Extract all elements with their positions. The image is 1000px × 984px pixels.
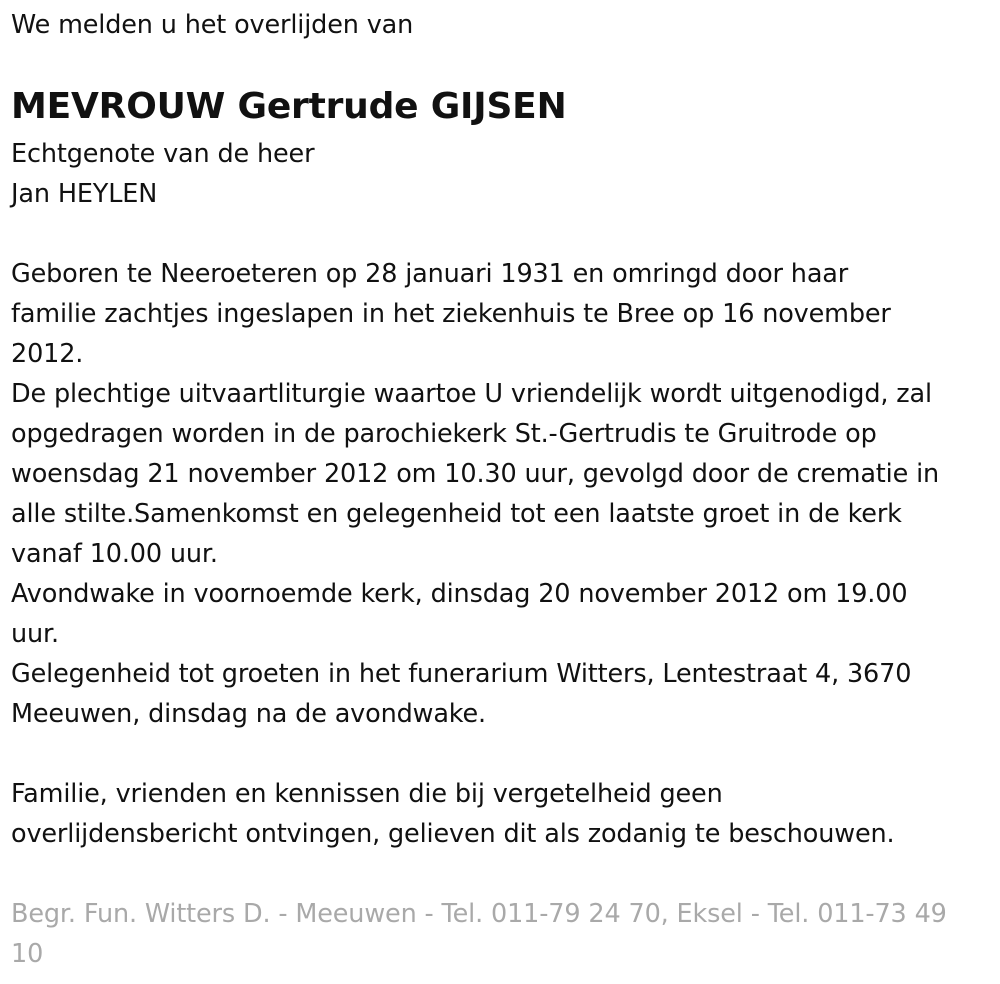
intro-text: We melden u het overlijden van: [11, 10, 414, 40]
intro-text-block: [11, 5, 413, 45]
body-line: alle stilte.Samenkomst en gelegenheid tot een laatste groet in de kerk: [11, 499, 902, 529]
body-line: Avondwake in voornoemde kerk, dinsdag 20 november 2012 om 19.00: [11, 579, 908, 609]
footer-line: 10: [11, 939, 44, 969]
body-line: De plechtige uitvaartliturgie waartoe U vriendelijk wordt uitgenodigd, zal: [11, 379, 932, 409]
footer-line: Begr. Fun. Witters D. - Meeuwen - Tel. 011-79 24 70, Eksel - Tel. 011-73 49: [11, 899, 947, 929]
closing-block: [11, 774, 894, 854]
body-line: familie zachtjes ingeslapen in het ziekenhuis te Bree op 16 november: [11, 299, 891, 329]
funeral-home-footer: [11, 894, 947, 974]
body-line: Gelegenheid tot groeten in het funerarium Witters, Lentestraat 4, 3670: [11, 659, 912, 689]
deceased-name: MEVROUW Gertrude GIJSEN: [11, 86, 567, 127]
spouse-block: [11, 134, 314, 214]
notice-body: [11, 254, 939, 734]
spouse-line-2: Jan HEYLEN: [11, 179, 158, 209]
body-line: uur.: [11, 619, 59, 649]
closing-line: Familie, vrienden en kennissen die bij vergetelheid geen: [11, 779, 723, 809]
closing-line: overlijdensbericht ontvingen, gelieven dit als zodanig te beschouwen.: [11, 819, 895, 849]
body-line: woensdag 21 november 2012 om 10.30 uur, gevolgd door de crematie in: [11, 459, 940, 489]
body-line: Geboren te Neeroeteren op 28 januari 1931 en omringd door haar: [11, 259, 849, 289]
body-line: vanaf 10.00 uur.: [11, 539, 218, 569]
spouse-line-1: Echtgenote van de heer: [11, 139, 315, 169]
body-line: 2012.: [11, 339, 84, 369]
body-line: Meeuwen, dinsdag na de avondwake.: [11, 699, 487, 729]
body-line: opgedragen worden in de parochiekerk St.-Gertrudis te Gruitrode op: [11, 419, 877, 449]
